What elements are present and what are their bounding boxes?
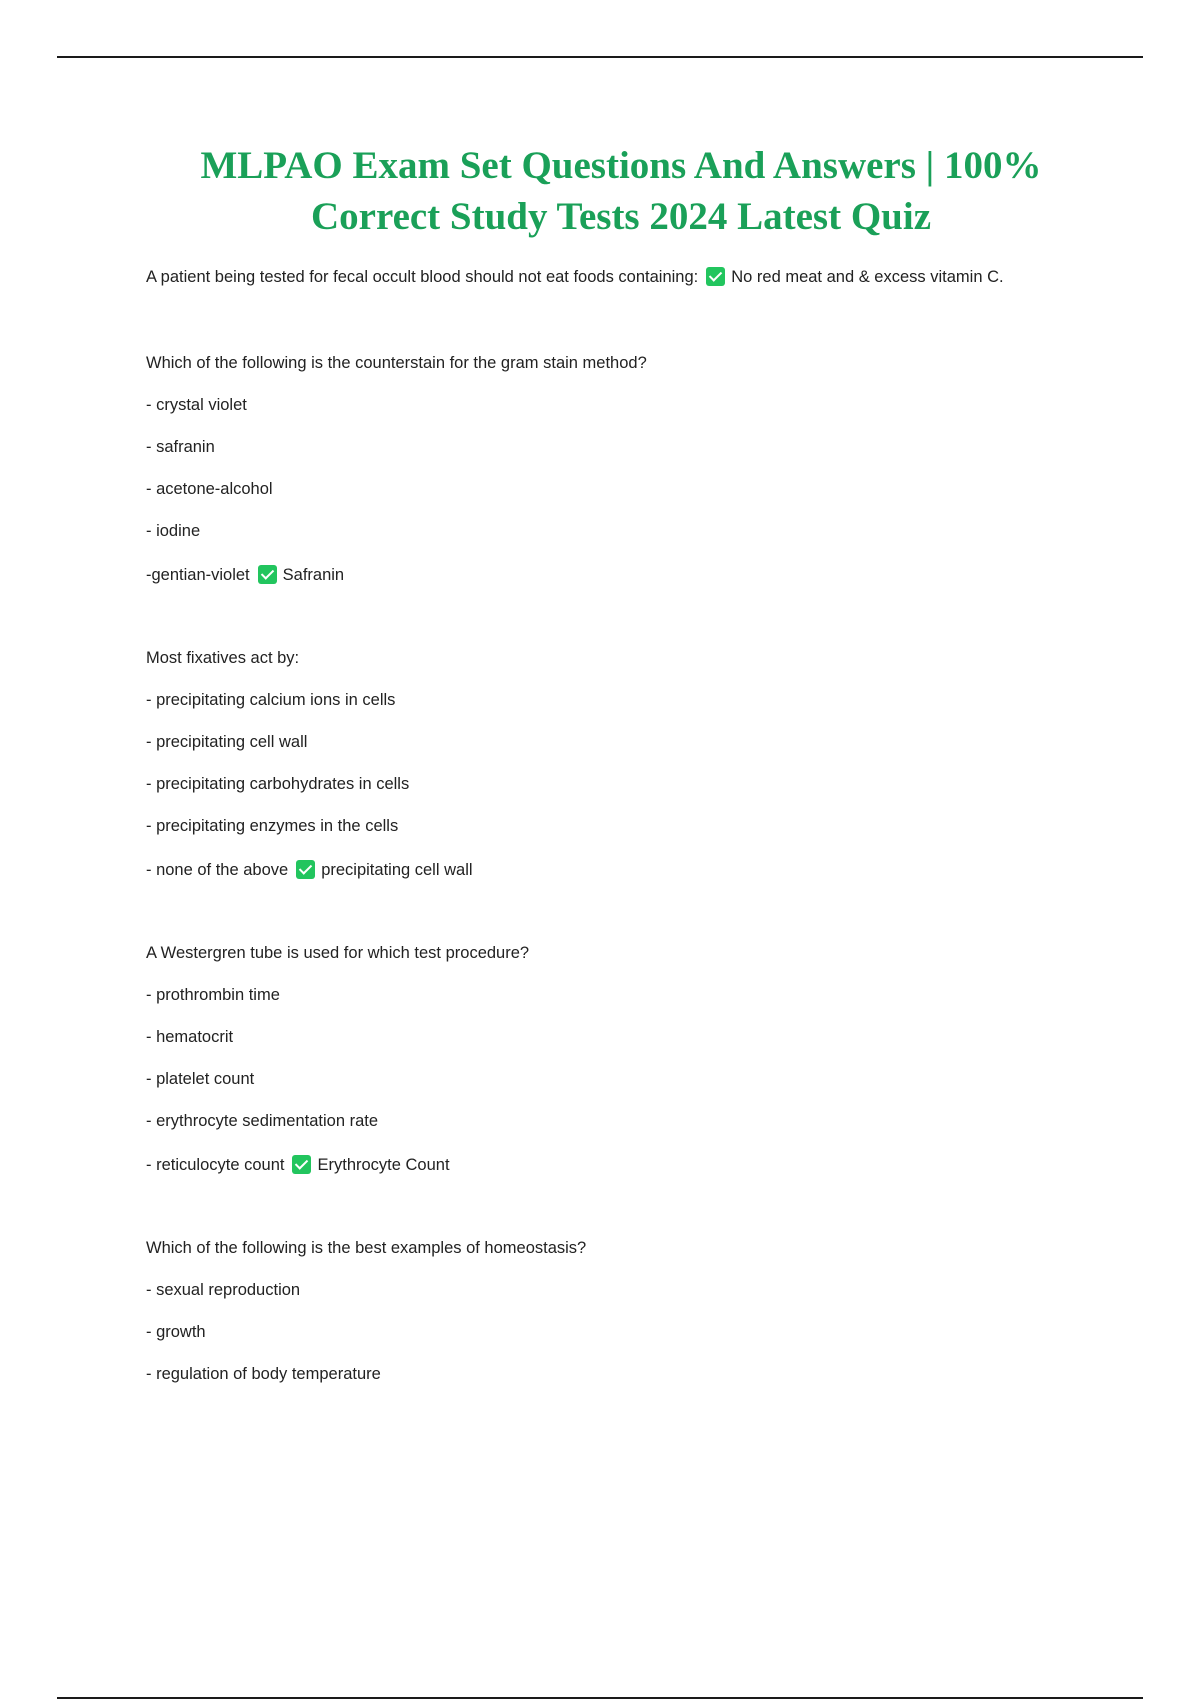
answer-text: Erythrocyte Count <box>317 1156 450 1174</box>
answer-text: No red meat and & excess vitamin C. <box>731 268 1004 286</box>
option-text: - none of the above <box>146 861 289 879</box>
option-item-last <box>146 857 1096 883</box>
option-item: - precipitating calcium ions in cells <box>146 691 396 709</box>
question-text: Which of the following is the counterstain for the gram stain method? <box>146 354 647 372</box>
question-block-5 <box>146 1235 1096 1387</box>
question-text: Most fixatives act by: <box>146 649 300 667</box>
option-item-last <box>146 1152 1096 1178</box>
option-item: - iodine <box>146 522 201 540</box>
answer-text: precipitating cell wall <box>321 861 473 879</box>
option-item: - platelet count <box>146 1070 255 1088</box>
checkmark-icon <box>292 1155 311 1174</box>
option-item: - sexual reproduction <box>146 1281 301 1299</box>
question-block-4 <box>146 940 1096 1178</box>
question-1 <box>146 264 1096 290</box>
option-item: - prothrombin time <box>146 986 280 1004</box>
option-item: - crystal violet <box>146 396 247 414</box>
option-item: - erythrocyte sedimentation rate <box>146 1112 379 1130</box>
question-block-3 <box>146 645 1096 883</box>
question-text: Which of the following is the best examples of homeostasis? <box>146 1239 587 1257</box>
option-text: - reticulocyte count <box>146 1156 285 1174</box>
question-text: A Westergren tube is used for which test procedure? <box>146 944 530 962</box>
document-title: MLPAO Exam Set Questions And Answers | 100% Correct Study Tests 2024 Latest Quiz <box>200 144 1042 238</box>
option-item: - precipitating carbohydrates in cells <box>146 775 410 793</box>
option-item: - precipitating enzymes in the cells <box>146 817 399 835</box>
option-item: - safranin <box>146 438 215 456</box>
option-item: - acetone-alcohol <box>146 480 273 498</box>
question-block-1 <box>146 264 1096 290</box>
question-text: A patient being tested for fecal occult blood should not eat foods containing: <box>146 268 699 286</box>
answer-text: Safranin <box>282 566 345 584</box>
checkmark-icon <box>296 860 315 879</box>
option-item: - hematocrit <box>146 1028 234 1046</box>
checkmark-icon <box>258 565 277 584</box>
question-block-2 <box>146 350 1096 588</box>
checkmark-icon <box>706 267 725 286</box>
document-body <box>146 140 1096 1387</box>
option-item: - regulation of body temperature <box>146 1365 381 1383</box>
top-rule <box>57 56 1143 58</box>
option-text: -gentian-violet <box>146 566 250 584</box>
bottom-rule <box>57 1697 1143 1699</box>
option-item-last <box>146 562 1096 588</box>
option-item: - growth <box>146 1323 206 1341</box>
option-item: - precipitating cell wall <box>146 733 308 751</box>
